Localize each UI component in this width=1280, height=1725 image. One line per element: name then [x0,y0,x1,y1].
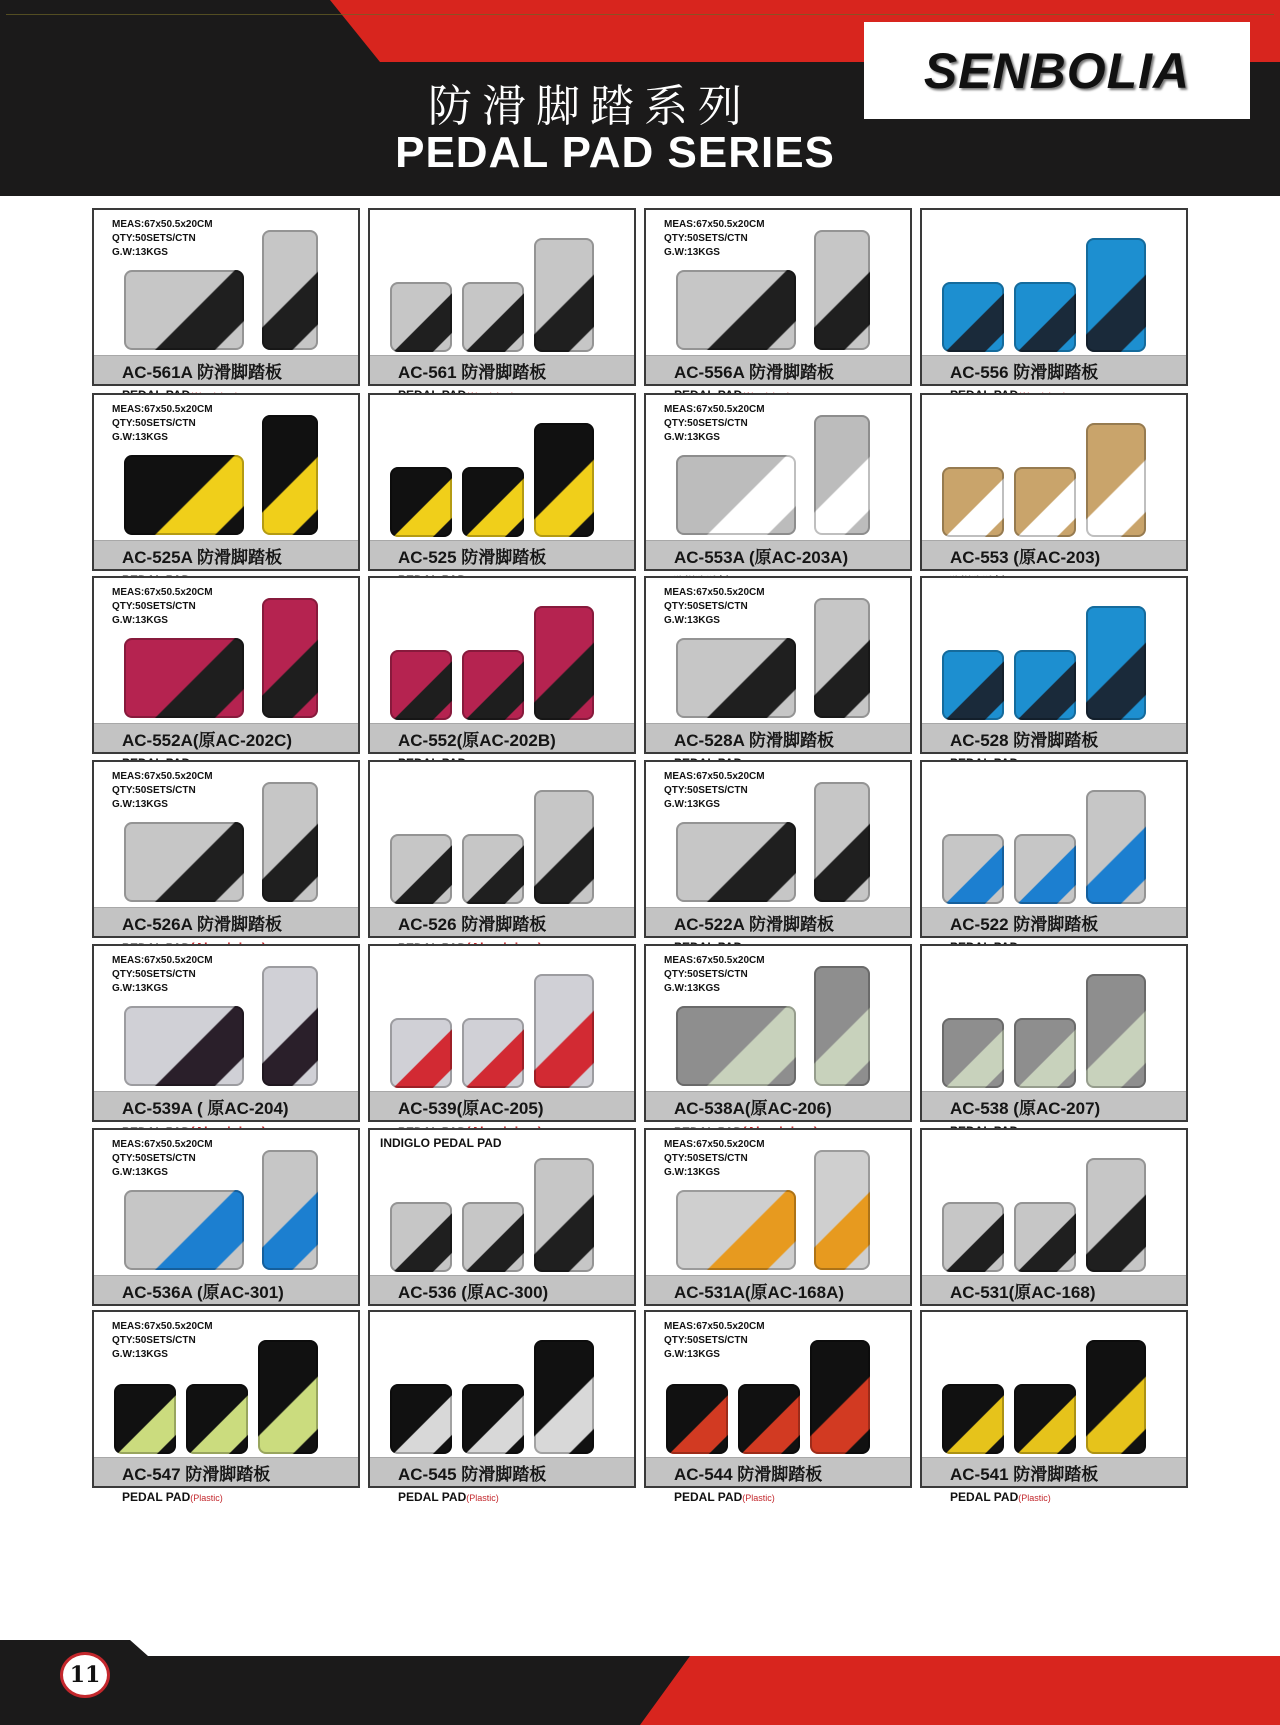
pedal-pad-shape [676,822,796,902]
title-english: PEDAL PAD SERIES [395,128,835,177]
product-type: PEDAL PAD [950,1490,1019,1504]
spec-line-gw: G.W:13KGS [112,247,168,258]
product-subtitle [122,1490,223,1504]
model-label-bar [94,907,358,936]
pedal-pad-shape [462,1384,524,1454]
product-card [920,393,1188,571]
model-number: AC-553 (原AC-203) [950,548,1101,567]
pedal-pad-shape [390,1202,452,1272]
spec-line-qty: QTY:50SETS/CTN [112,969,196,980]
pedal-pad-image [370,762,634,912]
model-label-bar [94,1091,358,1120]
pedal-pad-shape [676,1190,796,1270]
product-type: PEDAL PAD [674,1490,743,1504]
product-material: (Plastic) [742,1493,775,1503]
pedal-pad-shape [124,1006,244,1086]
product-card [644,944,912,1122]
model-label-bar [922,1091,1186,1120]
model-number: AC-539(原AC-205) [398,1099,544,1118]
model-label-bar [370,540,634,569]
product-card [368,1128,636,1306]
product-card [644,760,912,938]
model-label-bar [646,1457,910,1486]
pedal-pad-shape [462,650,524,720]
pedal-pad-shape [534,1340,594,1454]
pedal-pad-image [922,946,1186,1096]
spec-line-meas: MEAS:67x50.5x20CM [664,404,765,415]
pedal-pad-shape [1086,790,1146,904]
pedal-pad-shape [1014,1018,1076,1088]
pedal-pad-shape [262,415,318,535]
spec-line-gw: G.W:13KGS [112,432,168,443]
spec-line-meas: MEAS:67x50.5x20CM [664,1139,765,1150]
model-number: AC-522A 防滑脚踏板 [674,915,834,934]
spec-line-gw: G.W:13KGS [664,247,720,258]
model-number: AC-525A 防滑脚踏板 [122,548,282,567]
product-card [920,1128,1188,1306]
model-number: AC-538A(原AC-206) [674,1099,832,1118]
pedal-pad-image [922,1130,1186,1280]
product-card [920,944,1188,1122]
model-number: AC-525 防滑脚踏板 [398,548,547,567]
model-label-bar [94,540,358,569]
model-label-bar [646,723,910,752]
pedal-pad-shape [462,1202,524,1272]
spec-line-meas: MEAS:67x50.5x20CM [664,219,765,230]
model-number: AC-556 防滑脚踏板 [950,363,1099,382]
pedal-pad-shape [390,467,452,537]
pedal-pad-shape [124,270,244,350]
pedal-pad-shape [262,598,318,718]
product-type: PEDAL PAD [398,1490,467,1504]
product-subtitle [674,1490,775,1504]
carton-spec [664,586,765,628]
product-subtitle [950,1490,1051,1504]
product-card [368,393,636,571]
pedal-pad-image [922,210,1186,360]
page-header [0,0,1280,196]
pedal-pad-shape [534,1158,594,1272]
pedal-pad-shape [942,1202,1004,1272]
pedal-pad-shape [1086,423,1146,537]
pedal-pad-image [922,395,1186,545]
pedal-pad-shape [1086,1340,1146,1454]
spec-line-gw: G.W:13KGS [112,1349,168,1360]
page-number-badge: 11 [60,1652,110,1698]
product-material: (Plastic) [190,1493,223,1503]
pedal-pad-image [922,762,1186,912]
model-number: AC-536 (原AC-300) [398,1283,549,1302]
spec-line-gw: G.W:13KGS [112,799,168,810]
model-label-bar [922,540,1186,569]
spec-line-gw: G.W:13KGS [112,983,168,994]
carton-spec [664,1320,765,1362]
pedal-pad-shape [534,238,594,352]
pedal-pad-shape [1086,974,1146,1088]
product-card [368,576,636,754]
spec-line-qty: QTY:50SETS/CTN [112,785,196,796]
spec-line-qty: QTY:50SETS/CTN [664,418,748,429]
model-number: AC-539A ( 原AC-204) [122,1099,289,1118]
product-card [368,1310,636,1488]
pedal-pad-shape [114,1384,176,1454]
model-label-bar [370,907,634,936]
product-card [92,576,360,754]
model-number: AC-528 防滑脚踏板 [950,731,1099,750]
pedal-pad-shape [534,974,594,1088]
pedal-pad-shape [738,1384,800,1454]
spec-line-qty: QTY:50SETS/CTN [664,601,748,612]
model-label-bar [370,723,634,752]
spec-line-gw: G.W:13KGS [664,615,720,626]
product-material: (Plastic) [1018,1493,1051,1503]
spec-line-gw: G.W:13KGS [664,799,720,810]
pedal-pad-shape [390,834,452,904]
model-label-bar [922,1275,1186,1304]
pedal-pad-shape [390,1018,452,1088]
model-number: AC-556A 防滑脚踏板 [674,363,834,382]
model-label-bar [922,907,1186,936]
spec-line-meas: MEAS:67x50.5x20CM [664,1321,765,1332]
pedal-pad-shape [942,1384,1004,1454]
model-number: AC-522 防滑脚踏板 [950,915,1099,934]
spec-line-meas: MEAS:67x50.5x20CM [112,219,213,230]
pedal-pad-shape [814,1150,870,1270]
product-card [92,208,360,386]
product-card [644,208,912,386]
carton-spec [112,586,213,628]
pedal-pad-shape [262,1150,318,1270]
pedal-pad-shape [814,966,870,1086]
model-number: AC-544 防滑脚踏板 [674,1465,823,1484]
spec-line-qty: QTY:50SETS/CTN [112,601,196,612]
model-label-bar [370,1275,634,1304]
pedal-pad-shape [1086,606,1146,720]
pedal-pad-shape [462,1018,524,1088]
spec-line-gw: G.W:13KGS [112,615,168,626]
title-chinese: 防滑脚踏系列 [428,81,752,132]
model-number: AC-561 防滑脚踏板 [398,363,547,382]
product-card [92,393,360,571]
model-label-bar [94,723,358,752]
model-number: AC-526 防滑脚踏板 [398,915,547,934]
pedal-pad-shape [534,423,594,537]
product-card [368,760,636,938]
brand-logo-box [864,22,1250,119]
pedal-pad-shape [942,467,1004,537]
spec-line-qty: QTY:50SETS/CTN [112,233,196,244]
pedal-pad-shape [1014,1384,1076,1454]
pedal-pad-image [370,1312,634,1462]
carton-spec [664,770,765,812]
model-label-bar [94,1275,358,1304]
pedal-pad-shape [1014,1202,1076,1272]
model-label-bar [94,1457,358,1486]
pedal-pad-shape [124,455,244,535]
footer-red-band [640,1656,1280,1725]
model-label-bar [94,355,358,384]
spec-line-meas: MEAS:67x50.5x20CM [112,404,213,415]
pedal-pad-shape [262,230,318,350]
page-footer [0,1640,1280,1725]
pedal-pad-image [922,1312,1186,1462]
pedal-pad-image [370,210,634,360]
spec-line-qty: QTY:50SETS/CTN [664,969,748,980]
carton-spec [664,954,765,996]
pedal-pad-shape [676,1006,796,1086]
product-card [644,576,912,754]
spec-line-gw: G.W:13KGS [664,1349,720,1360]
model-label-bar [646,355,910,384]
pedal-pad-shape [186,1384,248,1454]
product-card [644,1128,912,1306]
model-label-bar [922,723,1186,752]
spec-line-gw: G.W:13KGS [664,1167,720,1178]
product-card [368,944,636,1122]
model-label-bar [370,1457,634,1486]
pedal-pad-image [922,578,1186,728]
pedal-pad-shape [942,650,1004,720]
pedal-pad-shape [1014,467,1076,537]
model-label-bar [922,1457,1186,1486]
pedal-pad-shape [462,834,524,904]
product-card [920,760,1188,938]
spec-line-qty: QTY:50SETS/CTN [664,785,748,796]
pedal-pad-shape [390,1384,452,1454]
pedal-pad-image [370,578,634,728]
pedal-pad-shape [462,467,524,537]
pedal-pad-shape [1014,834,1076,904]
pedal-pad-shape [390,650,452,720]
model-number: AC-538 (原AC-207) [950,1099,1101,1118]
pedal-pad-shape [942,834,1004,904]
product-card [644,1310,912,1488]
model-number: AC-553A (原AC-203A) [674,548,849,567]
pedal-pad-image [370,946,634,1096]
product-card [92,760,360,938]
pedal-pad-shape [814,230,870,350]
model-number: AC-528A 防滑脚踏板 [674,731,834,750]
product-card [920,1310,1188,1488]
pedal-pad-shape [676,270,796,350]
pedal-pad-shape [124,822,244,902]
product-card [920,576,1188,754]
spec-line-qty: QTY:50SETS/CTN [112,1335,196,1346]
pedal-pad-shape [1014,282,1076,352]
spec-line-qty: QTY:50SETS/CTN [112,418,196,429]
model-label-bar [646,540,910,569]
pedal-pad-shape [1014,650,1076,720]
pedal-pad-shape [534,606,594,720]
model-number: AC-531(原AC-168) [950,1283,1096,1302]
model-label-bar [646,1275,910,1304]
spec-line-meas: MEAS:67x50.5x20CM [664,587,765,598]
spec-line-qty: QTY:50SETS/CTN [664,233,748,244]
spec-line-meas: MEAS:67x50.5x20CM [112,1139,213,1150]
product-type: PEDAL PAD [122,1490,191,1504]
spec-line-qty: QTY:50SETS/CTN [112,1153,196,1164]
product-subtitle [398,1490,499,1504]
pedal-pad-shape [262,966,318,1086]
model-number: AC-547 防滑脚踏板 [122,1465,271,1484]
model-number: AC-552A(原AC-202C) [122,731,293,750]
pedal-pad-shape [262,782,318,902]
pedal-pad-shape [390,282,452,352]
spec-line-meas: MEAS:67x50.5x20CM [112,955,213,966]
product-card [920,208,1188,386]
spec-line-meas: MEAS:67x50.5x20CM [664,955,765,966]
pedal-pad-image [370,1130,634,1280]
carton-spec [112,1320,213,1362]
pedal-pad-shape [534,790,594,904]
product-card [644,393,912,571]
pedal-pad-shape [810,1340,870,1454]
product-card [92,944,360,1122]
model-label-bar [646,907,910,936]
pedal-pad-shape [676,455,796,535]
pedal-pad-shape [942,282,1004,352]
product-card [92,1128,360,1306]
spec-line-qty: QTY:50SETS/CTN [664,1153,748,1164]
pedal-pad-shape [942,1018,1004,1088]
model-number: AC-526A 防滑脚踏板 [122,915,282,934]
model-number: AC-561A 防滑脚踏板 [122,363,282,382]
product-material: (Plastic) [466,1493,499,1503]
spec-line-qty: QTY:50SETS/CTN [664,1335,748,1346]
brand-name: SENBOLIA [923,42,1191,99]
pedal-pad-shape [1086,238,1146,352]
spec-line-meas: MEAS:67x50.5x20CM [112,587,213,598]
pedal-pad-shape [666,1384,728,1454]
spec-line-meas: MEAS:67x50.5x20CM [664,771,765,782]
carton-spec [112,218,213,260]
model-label-bar [370,355,634,384]
carton-spec [112,1138,213,1180]
model-label-bar [646,1091,910,1120]
carton-spec [664,218,765,260]
model-number: AC-552(原AC-202B) [398,731,556,750]
carton-spec [664,1138,765,1180]
pedal-pad-image [370,395,634,545]
model-label-bar [922,355,1186,384]
pedal-pad-shape [814,415,870,535]
model-number: AC-545 防滑脚踏板 [398,1465,547,1484]
pedal-pad-shape [814,598,870,718]
spec-line-gw: G.W:13KGS [664,983,720,994]
model-number: AC-541 防滑脚踏板 [950,1465,1099,1484]
pedal-pad-shape [258,1340,318,1454]
product-card [92,1310,360,1488]
pedal-pad-shape [124,638,244,718]
pedal-pad-shape [462,282,524,352]
model-number: AC-531A(原AC-168A) [674,1283,845,1302]
header-border-line [6,14,1274,15]
spec-line-meas: MEAS:67x50.5x20CM [112,771,213,782]
spec-line-meas: MEAS:67x50.5x20CM [112,1321,213,1332]
pedal-pad-shape [1086,1158,1146,1272]
product-note: INDIGLO PEDAL PAD [380,1136,502,1150]
carton-spec [112,770,213,812]
model-number: AC-536A (原AC-301) [122,1283,284,1302]
carton-spec [664,403,765,445]
spec-line-gw: G.W:13KGS [664,432,720,443]
product-card [368,208,636,386]
model-label-bar [370,1091,634,1120]
pedal-pad-shape [124,1190,244,1270]
carton-spec [112,954,213,996]
pedal-pad-shape [814,782,870,902]
carton-spec [112,403,213,445]
spec-line-gw: G.W:13KGS [112,1167,168,1178]
pedal-pad-shape [676,638,796,718]
